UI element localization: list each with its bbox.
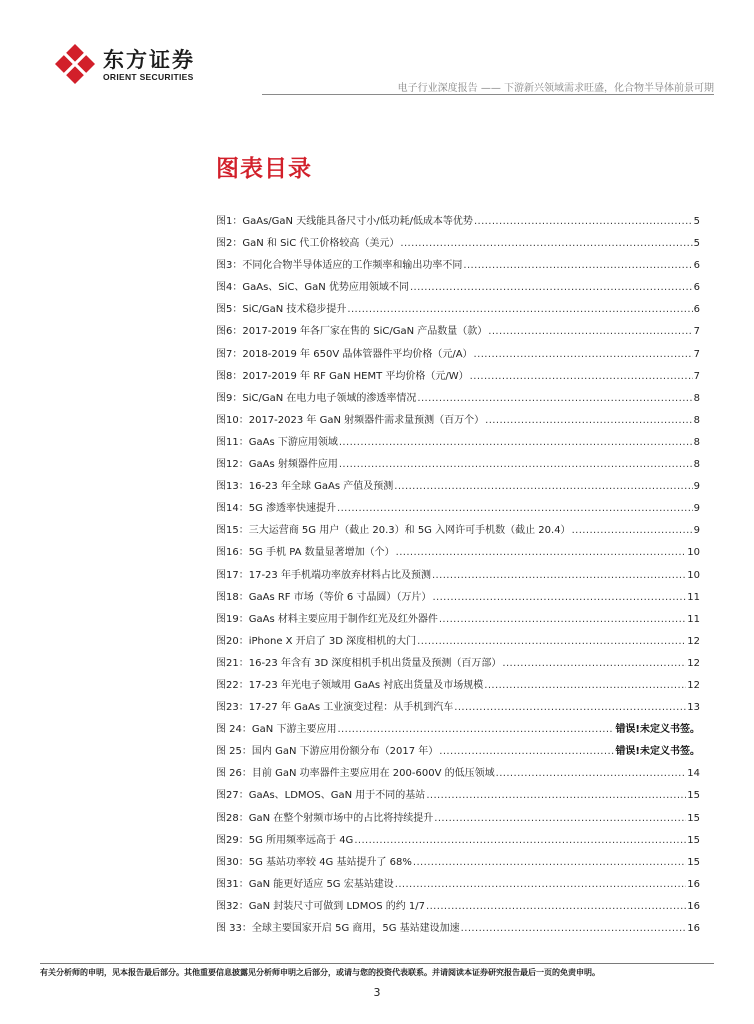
toc-entry-page: 8 [693, 459, 700, 471]
footer-divider [40, 963, 714, 964]
toc-entry-label: 图8：2017-2019 年 RF GaN HEMT 平均价格（元/W） [216, 370, 469, 382]
toc-entry[interactable] [216, 521, 700, 543]
toc-entry-label: 图31：GaN 能更好适应 5G 宏基站建设 [216, 878, 394, 890]
toc-entry-page: 10 [687, 547, 700, 559]
header-divider [262, 94, 714, 95]
toc-entry[interactable] [216, 234, 700, 256]
toc-entry-label: 图11：GaAs 下游应用领域 [216, 436, 338, 448]
toc-leader-dots [439, 614, 686, 625]
toc-entry-page: 8 [693, 392, 700, 404]
toc-entry[interactable] [216, 411, 700, 433]
toc-entry-page: 15 [687, 856, 700, 868]
footer-disclaimer: 有关分析师的申明，见本报告最后部分。其他重要信息披露见分析师申明之后部分，或请与您的投资代表联系。并请阅读本证券研究报告最后一页的免责申明。 [40, 968, 600, 977]
toc-entry-label: 图21：16-23 年含有 3D 深度相机手机出货量及预测（百万部） [216, 657, 502, 669]
toc-entry[interactable] [216, 610, 700, 632]
toc-leader-dots [432, 592, 686, 603]
toc-leader-dots [485, 415, 693, 426]
toc-entry-page: 12 [687, 679, 700, 691]
logo-english-name: ORIENT SECURITIES [103, 72, 194, 82]
toc-entry-page: 12 [687, 635, 700, 647]
toc-entry-label: 图16：5G 手机 PA 数量显著增加（个） [216, 547, 395, 559]
toc-entry[interactable] [216, 786, 700, 808]
toc-entry-page: 6 [693, 260, 700, 272]
toc-entry-label: 图9：SiC/GaN 在电力电子领域的渗透率情况 [216, 392, 417, 404]
toc-entry-page: 11 [687, 613, 700, 625]
toc-leader-dots [396, 547, 687, 558]
toc-entry[interactable] [216, 278, 700, 300]
toc-entry-page: 6 [693, 282, 700, 294]
toc-entry-page: 错误!未定义书签。 [615, 724, 700, 736]
toc-leader-dots [400, 238, 692, 249]
toc-entry-page: 11 [687, 591, 700, 603]
toc-leader-dots [454, 702, 686, 713]
toc-entry-label: 图22：17-23 年光电子领域用 GaAs 衬底出货量及市场规模 [216, 679, 484, 691]
toc-leader-dots [474, 216, 693, 227]
page-number: 3 [373, 986, 381, 999]
toc-entry-label: 图1：GaAs/GaN 天线能具备尺寸小/低功耗/低成本等优势 [216, 216, 473, 227]
toc-entry[interactable] [216, 367, 700, 389]
toc-title: 图表目录 [216, 156, 312, 182]
toc-entry-label: 图13：16-23 年全球 GaAs 产值及预测 [216, 481, 394, 493]
toc-entry-label: 图 25：国内 GaN 下游应用份额分布（2017 年） [216, 746, 439, 758]
toc-entry-label: 图19：GaAs 材料主要应用于制作红光及红外器件 [216, 613, 438, 625]
toc-entry-label: 图3：不同化合物半导体适应的工作频率和输出功率不同 [216, 260, 463, 272]
toc-leader-dots [434, 813, 686, 824]
toc-entry[interactable] [216, 897, 700, 919]
toc-entry-label: 图23：17-27 年 GaAs 工业演变过程：从手机到汽车 [216, 702, 454, 714]
toc-leader-dots [347, 304, 692, 315]
toc-entry[interactable] [216, 212, 700, 234]
toc-entry-page: 7 [693, 326, 700, 338]
company-logo [53, 42, 213, 88]
toc-leader-dots [417, 636, 686, 647]
toc-entry[interactable] [216, 256, 700, 278]
toc-entry[interactable] [216, 919, 700, 941]
toc-entry[interactable] [216, 322, 700, 344]
toc-entry[interactable] [216, 853, 700, 875]
toc-entry[interactable] [216, 433, 700, 455]
toc-leader-dots [339, 437, 693, 448]
toc-leader-dots [502, 658, 686, 669]
toc-entry-label: 图20：iPhone X 开启了 3D 深度相机的大门 [216, 635, 417, 647]
toc-leader-dots [463, 260, 692, 271]
logo-chinese-name: 东方证券 [103, 48, 195, 72]
toc-entry-page: 16 [687, 878, 700, 890]
toc-entry-label: 图 24：GaN 下游主要应用 [216, 724, 337, 736]
toc-entry[interactable] [216, 764, 700, 786]
toc-entry-page: 9 [693, 481, 700, 493]
toc-entry[interactable] [216, 499, 700, 521]
orient-logo-icon [53, 42, 97, 86]
toc-entry[interactable] [216, 300, 700, 322]
toc-leader-dots [572, 525, 693, 536]
toc-entry-label: 图5：SiC/GaN 技术稳步提升 [216, 304, 347, 316]
toc-entry-label: 图 33：全球主要国家开启 5G 商用，5G 基站建设加速 [216, 923, 460, 934]
toc-entry-label: 图4：GaAs、SiC、GaN 优势应用领域不同 [216, 282, 409, 294]
toc-leader-dots [484, 680, 686, 691]
toc-entry-page: 5 [693, 238, 700, 250]
toc-leader-dots [474, 349, 693, 360]
toc-leader-dots [426, 790, 686, 801]
toc-entry-label: 图27：GaAs、LDMOS、GaN 用于不同的基站 [216, 790, 426, 802]
toc-entry-page: 14 [687, 768, 700, 780]
toc-entry[interactable] [216, 742, 700, 764]
toc-entry-label: 图12：GaAs 射频器件应用 [216, 459, 338, 471]
toc-entry[interactable] [216, 345, 700, 367]
toc-entry-label: 图 26：目前 GaN 功率器件主要应用在 200-600V 的低压领域 [216, 768, 495, 780]
toc-entry[interactable] [216, 588, 700, 610]
toc-entry-page: 12 [687, 657, 700, 669]
toc-leader-dots [432, 570, 686, 581]
toc-entry[interactable] [216, 455, 700, 477]
toc-entry-page: 16 [687, 900, 700, 912]
toc-entry-page: 16 [687, 923, 700, 934]
toc-leader-dots [470, 371, 693, 382]
toc-leader-dots [426, 901, 686, 912]
toc-entry[interactable] [216, 809, 700, 831]
toc-leader-dots [354, 835, 686, 846]
toc-entry-page: 9 [693, 525, 700, 537]
toc-entry-page: 15 [687, 790, 700, 802]
toc-entry[interactable] [216, 654, 700, 676]
toc-entry[interactable] [216, 875, 700, 897]
toc-entry-label: 图7：2018-2019 年 650V 晶体管器件平均价格（元/A） [216, 348, 473, 360]
toc-leader-dots [410, 282, 693, 293]
toc-entry-page: 10 [687, 569, 700, 581]
toc-entry-page: 7 [693, 348, 700, 360]
toc-entry-label: 图10：2017-2023 年 GaN 射频器件需求量预测（百万个） [216, 414, 485, 426]
toc-entry[interactable] [216, 566, 700, 588]
toc-entry-page: 8 [693, 436, 700, 448]
toc-entry-page: 9 [693, 503, 700, 515]
toc-entry[interactable] [216, 698, 700, 720]
toc-entry-page: 15 [687, 812, 700, 824]
toc-leader-dots [337, 503, 693, 514]
toc-entry-label: 图18：GaAs RF 市场（等价 6 寸晶圆）（万片） [216, 591, 432, 603]
toc-entry[interactable] [216, 389, 700, 411]
toc-entry-label: 图2：GaN 和 SiC 代工价格较高（美元） [216, 238, 400, 250]
toc-entry-label: 图15：三大运营商 5G 用户（截止 20.3）和 5G 入网许可手机数（截止 20.4） [216, 525, 571, 537]
toc-entry[interactable] [216, 543, 700, 565]
toc-entry-page: 7 [693, 370, 700, 382]
toc-leader-dots [496, 768, 687, 779]
toc-leader-dots [395, 879, 687, 890]
toc-entry[interactable] [216, 720, 700, 742]
toc-leader-dots [439, 746, 614, 757]
toc-entry-page: 错误!未定义书签。 [615, 746, 700, 758]
toc-entry-page: 15 [687, 834, 700, 846]
toc-entry-label: 图30：5G 基站功率较 4G 基站提升了 68% [216, 856, 412, 868]
toc-leader-dots [337, 724, 614, 735]
toc-leader-dots [417, 393, 692, 404]
toc-entry[interactable] [216, 477, 700, 499]
toc-leader-dots [394, 481, 692, 492]
toc-entry-label: 图6：2017-2019 年各厂家在售的 SiC/GaN 产品数量（款） [216, 326, 488, 338]
toc-entry[interactable] [216, 632, 700, 654]
toc-leader-dots [461, 923, 687, 934]
toc-entry-label: 图17：17-23 年手机端功率放弃材料占比及预测 [216, 569, 431, 581]
toc-leader-dots [339, 459, 693, 470]
toc-leader-dots [488, 326, 692, 337]
toc-entry[interactable] [216, 831, 700, 853]
toc-entry[interactable] [216, 676, 700, 698]
table-of-figures [216, 212, 700, 941]
toc-entry-page: 5 [693, 216, 700, 227]
toc-entry-label: 图29：5G 所用频率远高于 4G [216, 834, 354, 846]
toc-leader-dots [413, 857, 686, 868]
toc-entry-label: 图14：5G 渗透率快速提升 [216, 503, 337, 515]
toc-entry-page: 8 [693, 414, 700, 426]
toc-entry-page: 13 [687, 702, 700, 714]
report-subtitle: 电子行业深度报告 —— 下游新兴领域需求旺盛，化合物半导体前景可期 [397, 83, 714, 94]
toc-entry-label: 图32：GaN 封装尺寸可做到 LDMOS 的约 1/7 [216, 900, 426, 912]
toc-entry-label: 图28：GaN 在整个射频市场中的占比将持续提升 [216, 812, 434, 824]
toc-entry-page: 6 [693, 304, 700, 316]
